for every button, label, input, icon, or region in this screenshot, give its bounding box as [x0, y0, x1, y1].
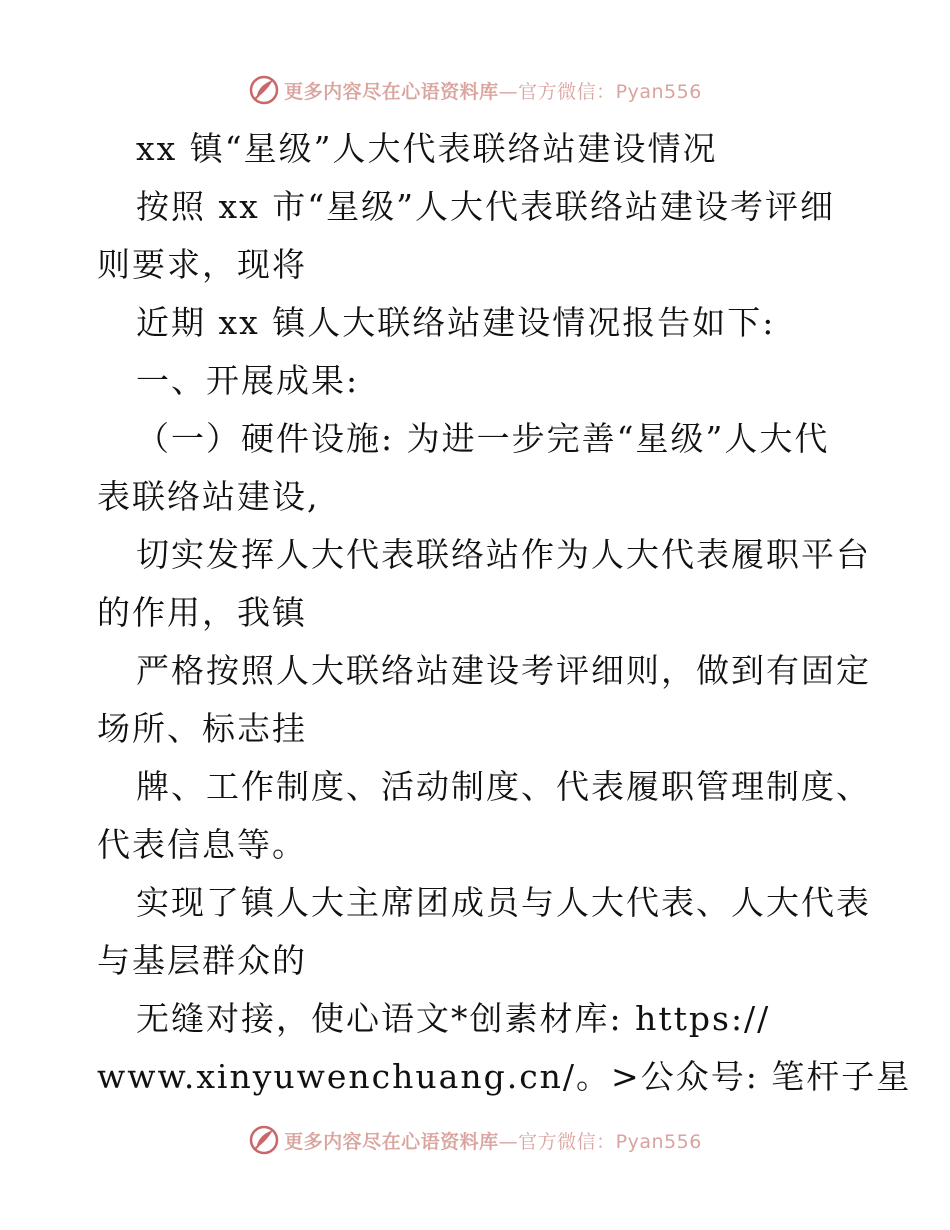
doc-line: 按照 xx 市“星级”人大代表联络站建设考评细: [136, 187, 835, 226]
doc-line: 实现了镇人大主席团成员与人大代表、人大代表: [136, 883, 871, 922]
watermark-text: [284, 77, 702, 104]
watermark-tail: —官方微信：Pyan556: [498, 1130, 702, 1153]
watermark-tail: —官方微信：Pyan556: [498, 80, 702, 103]
doc-line: 则要求，现将: [97, 245, 307, 284]
doc-line: 场所、标志挂: [97, 709, 307, 748]
header-watermark: [0, 70, 950, 110]
document-body: [97, 120, 912, 1106]
watermark-main: 更多内容尽在心语资料库: [284, 1130, 499, 1153]
footer-watermark: [0, 1120, 950, 1160]
doc-line: 一、开展成果:: [136, 361, 360, 400]
doc-line: 切实发挥人大代表联络站作为人大代表履职平台: [136, 535, 871, 574]
doc-line: 无缝对接，使心语文*创素材库: https://: [136, 999, 771, 1038]
brand-logo-icon: [248, 74, 280, 106]
watermark-main: 更多内容尽在心语资料库: [284, 80, 499, 103]
doc-line: 严格按照人大联络站建设考评细则，做到有固定: [136, 651, 871, 690]
doc-line: www.xinyuwenchuang.cn/。>公众号: 笔杆子星: [97, 1057, 912, 1096]
doc-line: 与基层群众的: [97, 941, 307, 980]
doc-line: 近期 xx 镇人大联络站建设情况报告如下:: [136, 303, 776, 342]
doc-line: 的作用，我镇: [97, 593, 307, 632]
doc-line: xx 镇“星级”人大代表联络站建设情况: [136, 129, 718, 168]
brand-logo-icon: [248, 1124, 280, 1156]
doc-line: 牌、工作制度、活动制度、代表履职管理制度、: [136, 767, 871, 806]
doc-line: 代表信息等。: [97, 825, 307, 864]
watermark-text: [284, 1127, 702, 1154]
watermark-group: [248, 74, 702, 106]
doc-line: 表联络站建设,: [97, 477, 320, 516]
doc-line: （一）硬件设施: 为进一步完善“星级”人大代: [136, 419, 830, 458]
watermark-group: [248, 1124, 702, 1156]
